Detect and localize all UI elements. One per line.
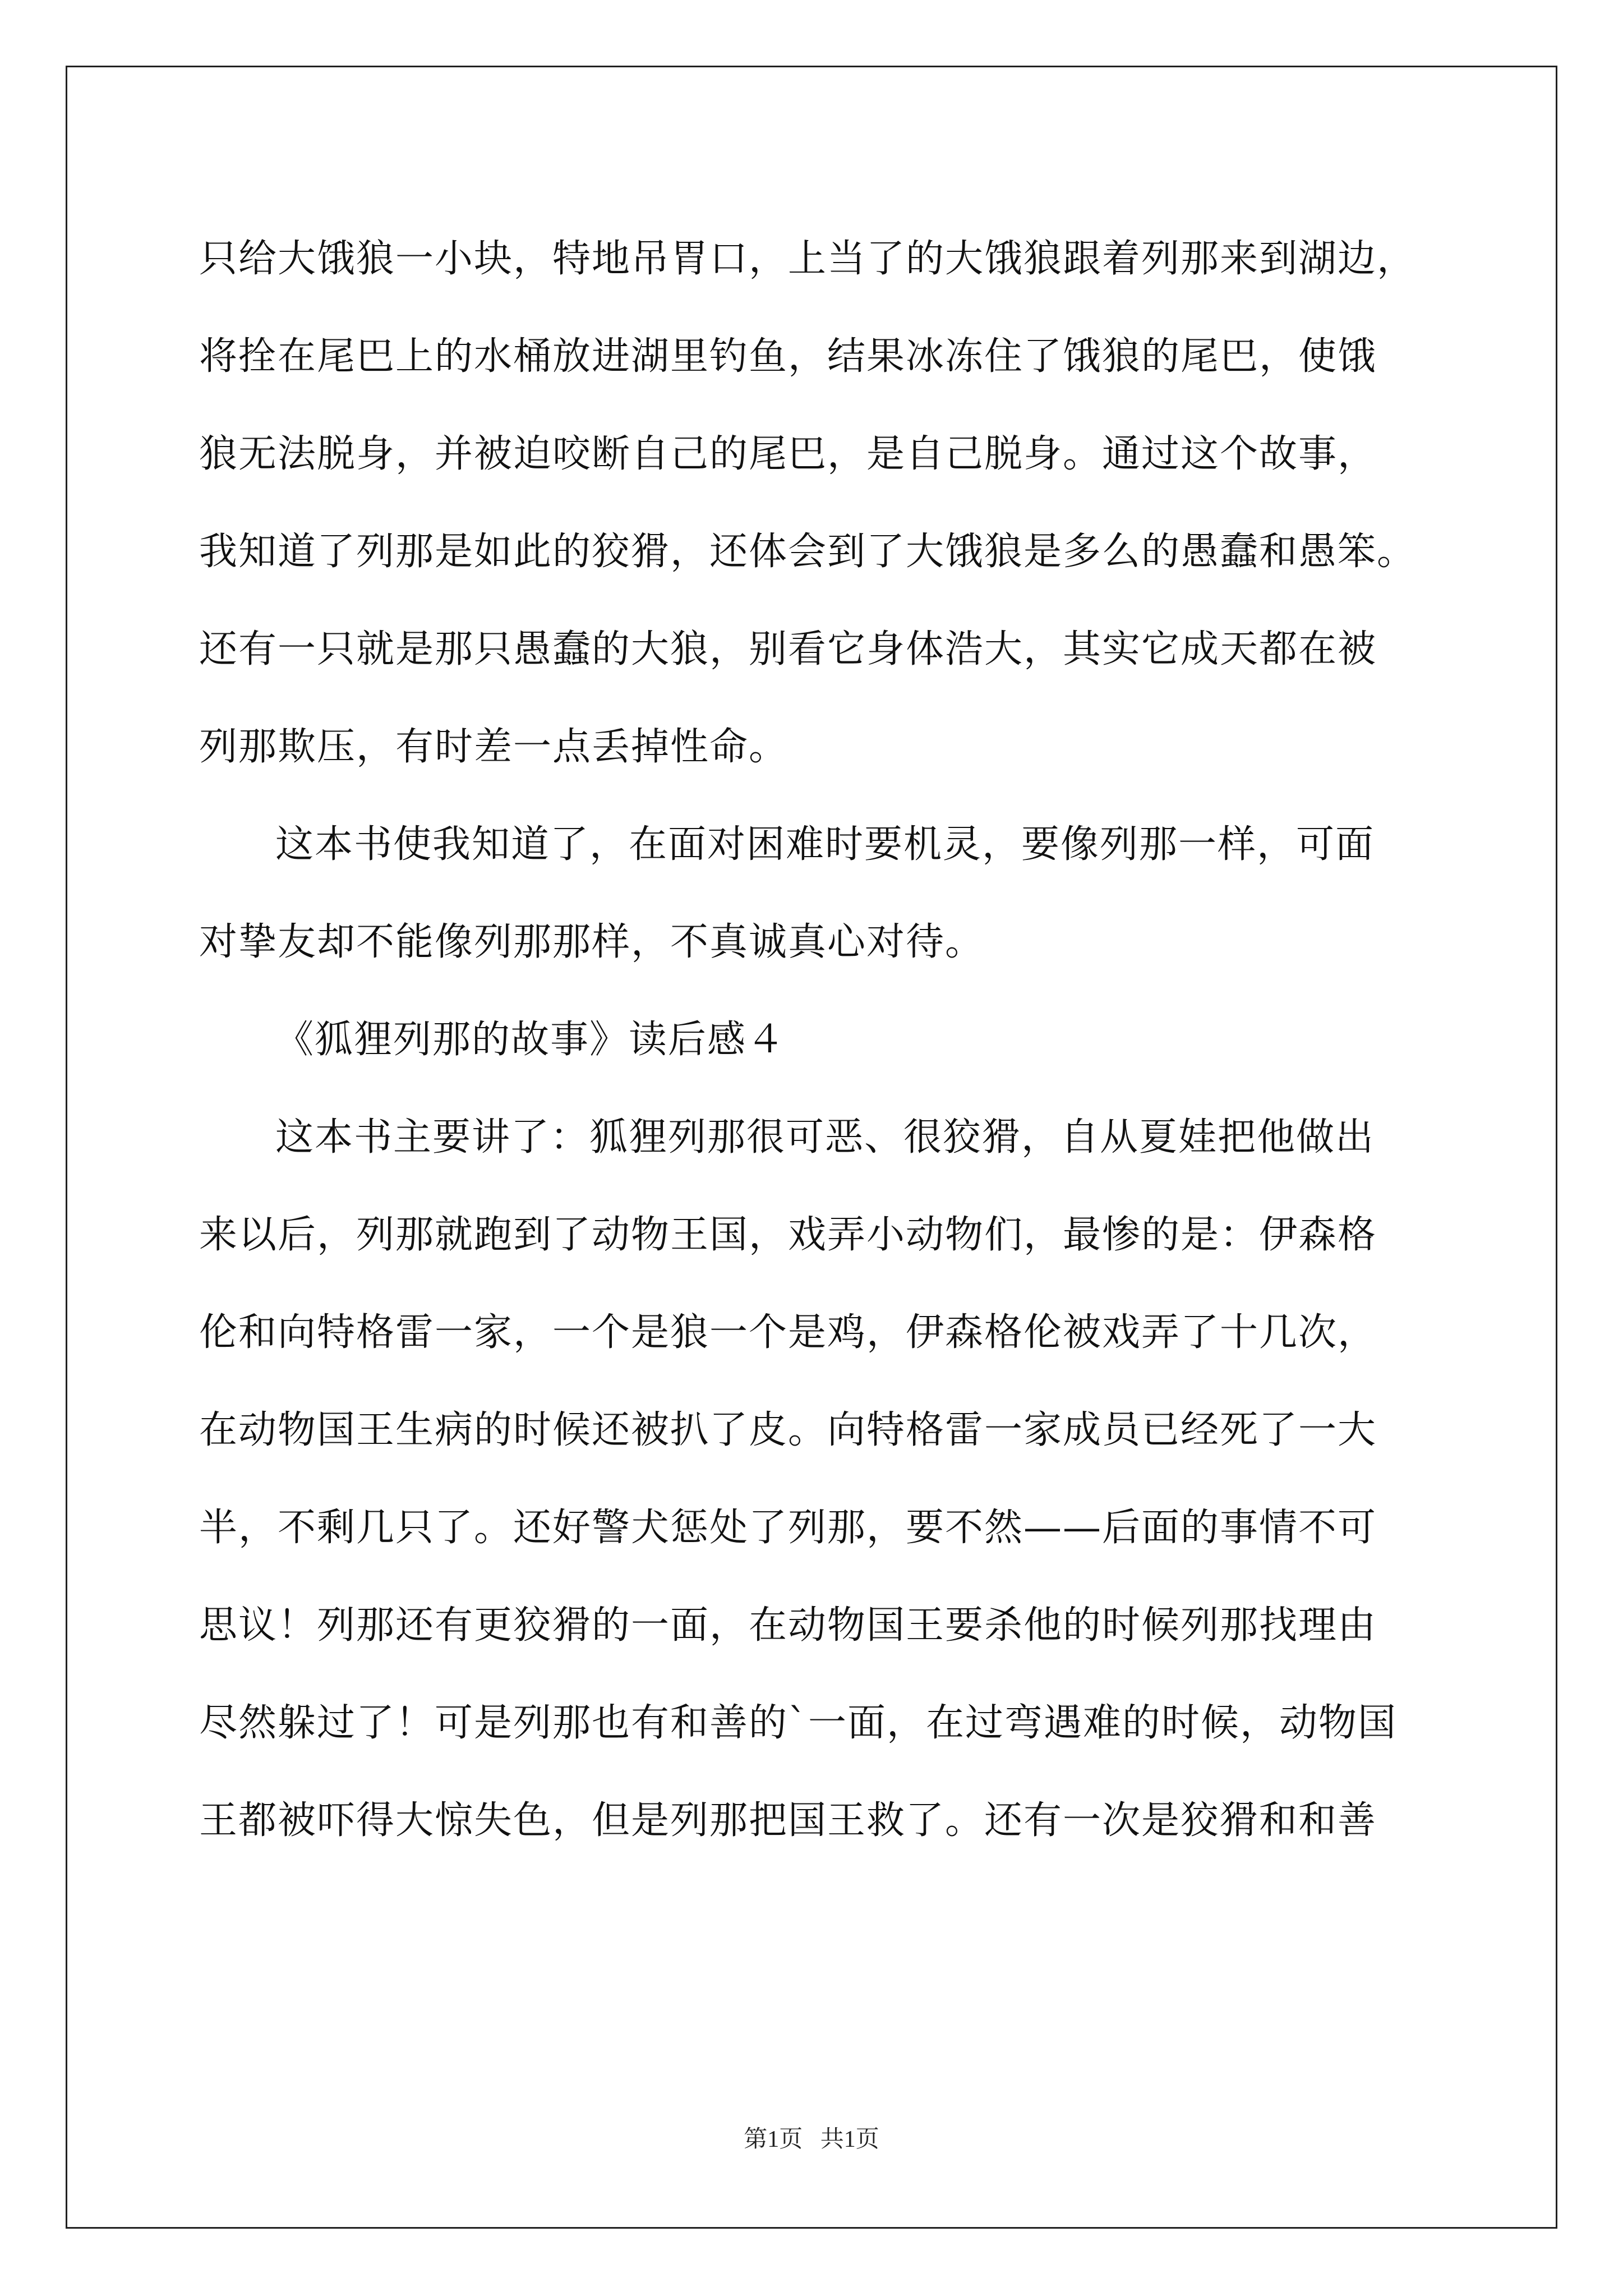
text-line: 伦和向特格雷一家，一个是狼一个是鸡，伊森格伦被戏弄了十几次， [199, 1310, 1377, 1355]
text-line: 将拴在尾巴上的水桶放进湖里钓鱼，结果冰冻住了饿狼的尾巴，使饿 [199, 334, 1377, 379]
text-line: 列那欺压，有时差一点丢掉性命。 [199, 725, 789, 769]
text-line: 来以后，列那就跑到了动物王国，戏弄小动物们，最惨的是：伊森格 [199, 1213, 1377, 1257]
document-body [199, 210, 1433, 1870]
text-line: 只给大饿狼一小块，特地吊胃口，上当了的大饿狼跟着列那来到湖边， [199, 237, 1417, 281]
text-line: 还有一只就是那只愚蠢的大狼，别看它身体浩大，其实它成天都在被 [199, 627, 1377, 671]
text-line: 我知道了列那是如此的狡猾，还体会到了大饿狼是多么的愚蠢和愚笨。 [199, 530, 1417, 574]
text-line: 王都被吓得大惊失色，但是列那把国王救了。还有一次是狡猾和和善 [199, 1798, 1377, 1843]
text-line: 对挚友却不能像列那那样，不真诚真心对待。 [199, 920, 985, 964]
section-heading: 《狐狸列那的故事》读后感４ [275, 1018, 786, 1062]
page-footer: 第1页 共1页 [744, 2127, 879, 2152]
text-line: 狼无法脱身，并被迫咬断自己的尾巴，是自己脱身。通过这个故事， [199, 432, 1377, 476]
paragraph-start-line: 这本书使我知道了，在面对困难时要机灵，要像列那一样，可面 [275, 822, 1375, 867]
text-line: 尽然躲过了！可是列那也有和善的`一面，在过弯遇难的时候，动物国 [199, 1701, 1398, 1745]
text-line: 思议！列那还有更狡猾的一面，在动物国王要杀他的时候列那找理由 [199, 1603, 1377, 1648]
text-line: 半，不剩几只了。还好警犬惩处了列那，要不然——后面的事情不可 [199, 1506, 1377, 1550]
text-line: 在动物国王生病的时候还被扒了皮。向特格雷一家成员已经死了一大 [199, 1408, 1377, 1452]
paragraph-start-line: 这本书主要讲了：狐狸列那很可恶、很狡猾，自从夏娃把他做出 [275, 1115, 1375, 1159]
